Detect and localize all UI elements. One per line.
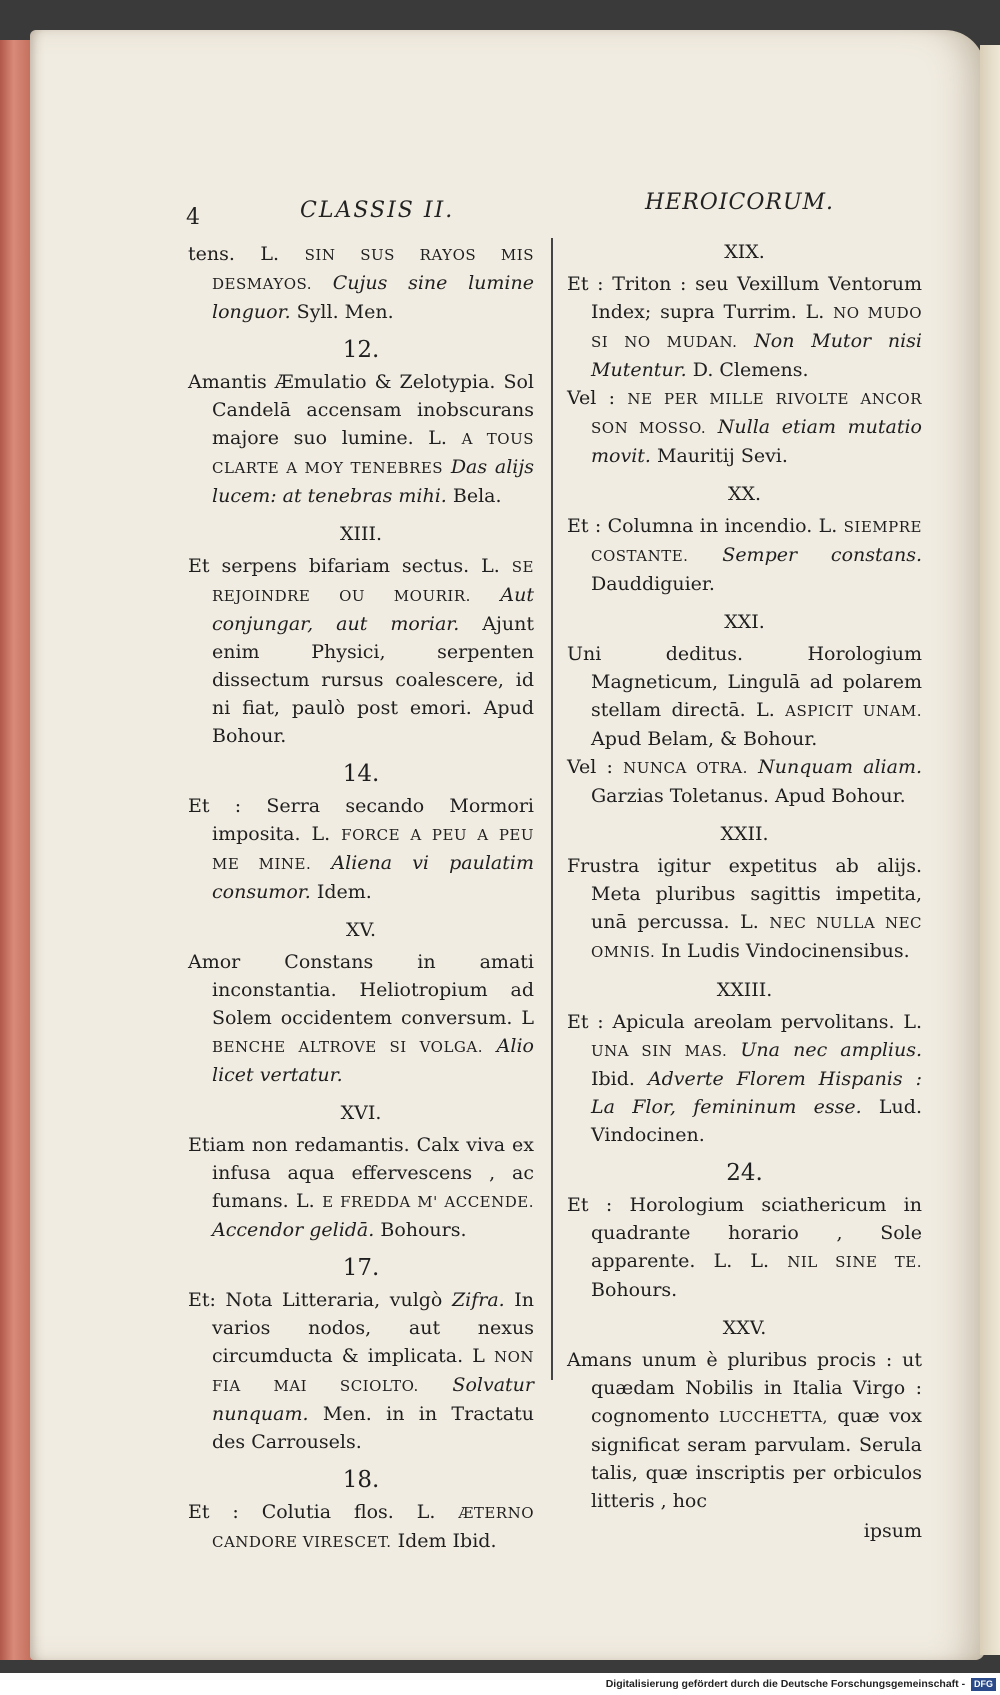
next-page-edge	[980, 45, 1000, 1655]
emblem-entry	[188, 240, 534, 326]
left-column	[188, 240, 534, 1556]
entry-text: D. Clemens.	[686, 359, 809, 381]
entry-number: XV.	[346, 919, 376, 941]
emblem-entry	[567, 512, 922, 598]
entry-text	[706, 416, 718, 438]
emblem-entry	[567, 640, 922, 753]
entry-number: XXIII.	[716, 979, 773, 1001]
entry-number: 24.	[726, 1160, 763, 1186]
entry-text: Etiam non redamantis. Calx viva ex infusa aqua effervescens , ac fumans. L.	[188, 1134, 534, 1212]
entry-number: XXV.	[722, 1317, 767, 1339]
entry-text	[483, 1035, 497, 1057]
entry-text: Et : Triton : seu Vexillum Ventorum Index; supra Turrim. L.	[567, 273, 922, 323]
entry-number: 14.	[342, 761, 380, 787]
entry-text: Frustra igitur expetitus ab alijs. Meta pluribus sagittis impetita, unā percussa. L.	[567, 855, 922, 933]
emblem-entry	[567, 852, 922, 966]
page-number: 4	[186, 205, 200, 230]
emblem-entry	[188, 1498, 534, 1556]
entry-text: Et : Colutia flos. L.	[188, 1501, 459, 1523]
right-column	[567, 228, 922, 1545]
motto-text: FORCE A PEU A PEU ME MINE.	[212, 826, 535, 873]
motto-text: SIEMPRE COSTANTE.	[591, 518, 922, 565]
translation-text: Cujus sine lumine longuor.	[212, 272, 534, 323]
translation-text: Zifra.	[451, 1289, 505, 1311]
motto-text: BENCHE ALTROVE SI VOLGA.	[212, 1038, 484, 1056]
entry-text: Vel :	[567, 756, 624, 778]
column-rule	[551, 238, 553, 1380]
emblem-entry	[188, 1131, 534, 1244]
emblem-entry	[188, 792, 534, 906]
motto-text: NIL SINE TE.	[787, 1253, 922, 1271]
translation-text: Aliena vi paulatim consumor.	[212, 852, 534, 903]
footer-text: Digitalisierung gefördert durch die Deutsche Forschungsgemeinschaft -	[605, 1678, 966, 1690]
entry-text: Idem.	[310, 881, 372, 903]
entry-text: Et serpens bifariam sectus. L.	[188, 555, 512, 577]
translation-text: Accendor gelidā.	[212, 1219, 375, 1241]
entry-text	[727, 1039, 740, 1061]
entry-text: Idem Ibid.	[391, 1530, 497, 1552]
entry-text: Bohours.	[591, 1279, 678, 1301]
translation-text: Das alijs lucem: at tenebras mihi.	[212, 456, 534, 507]
entry-text	[419, 1374, 453, 1396]
translation-text: Semper constans.	[722, 544, 922, 566]
entry-text: Vel :	[567, 387, 628, 409]
motto-text: NEC NULLA NEC OMNIS.	[591, 914, 922, 961]
entry-number: XXI.	[724, 611, 765, 633]
translation-text: Adverte Florem Hispanis : La Flor, femininum esse.	[591, 1068, 922, 1118]
entry-number: XXII.	[720, 823, 769, 845]
entry-text: In Ludis Vindocinensibus.	[655, 940, 910, 962]
entry-text: Et : Serra secando Mormori imposita. L.	[188, 795, 534, 845]
emblem-entry	[188, 948, 534, 1089]
entry-text	[312, 272, 333, 294]
translation-text: Una nec amplius.	[740, 1039, 922, 1061]
entry-text: Ibid.	[591, 1068, 648, 1090]
translation-text: Alio licet vertatur.	[212, 1035, 534, 1086]
translation-text: Non Mutor nisi Mutentur.	[591, 330, 922, 381]
dfg-logo: DFG	[971, 1678, 996, 1691]
motto-text: A TOUS CLARTE A MOY TENEBRES	[212, 430, 534, 477]
motto-text: NE PER MILLE RIVOLTE ANCOR SON MOSSO.	[591, 390, 922, 437]
entry-text: In varios nodos, aut nexus circumducta & implicata. L	[212, 1289, 534, 1367]
entry-text: Garzias Toletanus. Apud Bohour.	[591, 785, 906, 807]
emblem-entry	[188, 552, 534, 750]
entry-number: XIII.	[339, 523, 383, 545]
translation-text: Nulla etiam mutatio movit.	[591, 416, 922, 467]
motto-text: NUNCA OTRA.	[623, 759, 748, 777]
emblem-entry	[567, 384, 922, 470]
entry-text	[737, 330, 754, 352]
entry-text: Et : Horologium sciathericum in quadrante horario , Sole apparente. L. L.	[567, 1194, 922, 1272]
translation-text: Aut conjungar, aut moriar.	[212, 584, 534, 635]
motto-text: UNA SIN MAS.	[591, 1042, 728, 1060]
entry-text: Dauddiguier.	[591, 573, 715, 595]
emblem-entry	[567, 1346, 922, 1515]
entry-text	[748, 756, 758, 778]
entry-text: Men. in in Tractatu des Carrousels.	[212, 1403, 534, 1453]
translation-text: Nunquam aliam.	[758, 756, 923, 778]
emblem-entry	[188, 1286, 534, 1456]
entry-text: Uni deditus. Horologium Magneticum, Lingulā ad polarem stellam directā. L.	[567, 643, 922, 721]
entry-text: Et : Columna in incendio. L.	[567, 515, 844, 537]
motto-text: NON FIA MAI SCIOLTO.	[212, 1348, 534, 1395]
entry-text: quæ vox significat seram parvulam. Serula talis, quæ inscriptis per orbiculos litteris , hoc	[591, 1405, 922, 1512]
entry-text	[471, 584, 501, 606]
entry-text: Amor Constans in amati inconstantia. Heliotropium ad Solem occidentem conversum. L	[188, 951, 534, 1029]
entry-text	[688, 544, 722, 566]
entry-number: XX.	[727, 483, 762, 505]
entry-text: Amans unum è pluribus procis : ut quædam Nobilis in Italia Virgo : cognomento	[567, 1349, 922, 1427]
emblem-entry	[567, 753, 922, 810]
emblem-entry	[188, 368, 534, 510]
entry-number: 17.	[342, 1255, 380, 1281]
motto-text: NO MUDO SI NO MUDAN.	[591, 304, 922, 351]
entry-number: 18.	[342, 1467, 380, 1493]
entry-number: XVI.	[340, 1102, 382, 1124]
running-head-right: HEROICORUM.	[645, 190, 835, 215]
translation-text: Solvatur nunquam.	[212, 1374, 534, 1425]
book-edge	[0, 40, 34, 1660]
motto-text: ASPICIT UNAM.	[785, 702, 922, 720]
entry-text	[311, 852, 331, 874]
entry-text: Mauritij Sevi.	[650, 445, 788, 467]
emblem-entry	[567, 270, 922, 384]
entry-text: Ajunt enim Physici, serpenten dissectum rursus coalescere, id ni fiat, paulò post emori. Apud Bohour.	[212, 613, 534, 747]
entry-text: Bela.	[446, 485, 502, 507]
entry-text: Et : Apicula areolam pervolitans. L.	[567, 1011, 922, 1033]
running-head-left: CLASSIS II.	[300, 198, 455, 223]
entry-text: Amantis Æmulatio & Zelotypia. Sol Candelā accensam inobscurans majore suo lumine. L.	[188, 371, 534, 449]
entry-number: XIX.	[724, 241, 765, 263]
entry-text: tens. L.	[188, 243, 305, 265]
motto-text: E FREDDA M' ACCENDE.	[322, 1193, 534, 1211]
entry-text: Apud Belam, & Bohour.	[591, 728, 818, 750]
entry-text	[443, 456, 451, 478]
catchword: ipsum	[863, 1520, 922, 1542]
entry-text: Syll. Men.	[290, 301, 394, 323]
motto-text: LUCCHETTA,	[719, 1408, 828, 1426]
motto-text: SIN SUS RAYOS MIS DESMAYOS.	[212, 246, 534, 293]
entry-number: 12.	[342, 337, 380, 363]
motto-text: ÆTERNO CANDORE VIRESCET.	[212, 1504, 534, 1551]
footer	[0, 1673, 1000, 1695]
emblem-entry	[567, 1008, 922, 1149]
entry-text: Et: Nota Litteraria, vulgò	[188, 1289, 452, 1311]
emblem-entry	[567, 1191, 922, 1304]
entry-text: Bohours.	[374, 1219, 467, 1241]
entry-text: Lud. Vindocinen.	[591, 1096, 922, 1146]
motto-text: SE REJOINDRE OU MOURIR.	[212, 558, 534, 605]
